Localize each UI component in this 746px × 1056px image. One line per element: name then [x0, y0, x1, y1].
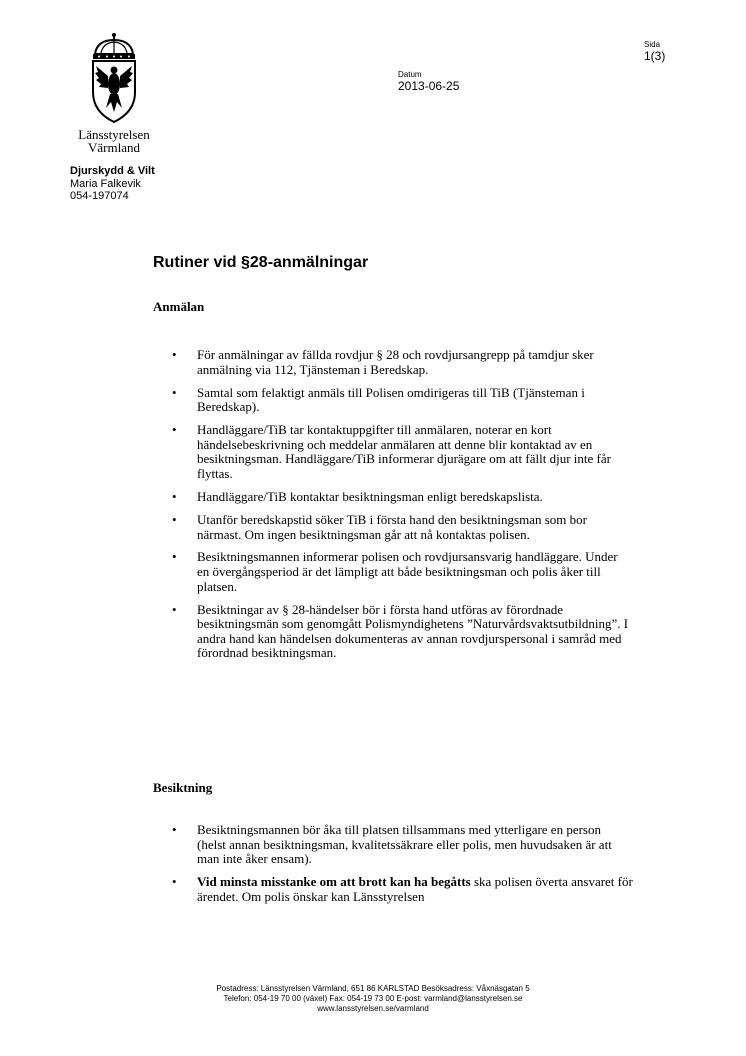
list-item [153, 875, 633, 904]
list-item: • Handläggare/TiB tar kontaktuppgifter till anmälaren, noterar en kort händelsebeskrivning och meddelar anmälaren att denne blir kontaktad av en besiktningsman. Handläggare/TiB informerar djurägare om att fällt djur inte får flyttas. [153, 423, 633, 481]
sender-department: Djurskydd & Vilt [70, 165, 155, 177]
list-item: • Handläggare/TiB kontaktar besiktningsman enligt beredskapslista. [153, 490, 633, 505]
page-label: Sida [644, 40, 661, 49]
list-item: • Besiktningsmannen bör åka till platsen tillsammans med ytterligare en person (helst annan besiktningsman, kvalitetssäkrare eller polis, men huvudsaken är att man inte åker ensam). [153, 823, 633, 867]
date-value: 2013-06-25 [398, 79, 460, 93]
coat-of-arms-icon [87, 32, 141, 124]
organization-logo [66, 32, 162, 154]
date-label: Datum [398, 70, 422, 79]
list-item: • För anmälningar av fällda rovdjur § 28 och rovdjursangrepp på tamdjur sker anmälning via 112, Tjänsteman i Beredskap. [153, 348, 633, 377]
sender-block [70, 165, 155, 203]
list-item: • Samtal som felaktigt anmäls till Polisen omdirigeras till TiB (Tjänsteman i Beredskap). [153, 386, 633, 415]
page-number: 1(3) [644, 49, 666, 63]
sender-name: Maria Falkevik [70, 177, 141, 190]
section-heading-anmalan: Anmälan [153, 299, 205, 314]
section-heading-besiktning: Besiktning [153, 780, 213, 795]
footer-contact: Telefon: 054-19 70 00 (växel) Fax: 054-19 73 00 E-post: varmland@lansstyrelsen.se [223, 994, 523, 1003]
footer-website: www.lansstyrelsen.se/varmland [317, 1004, 429, 1013]
organization-name-line1: Länsstyrelsen [78, 127, 150, 142]
besiktning-list [153, 823, 633, 913]
list-item-text: ska polisen överta ansvaret för ärendet. Om polis önskar kan Länsstyrelsen [197, 874, 633, 904]
footer-address: Postadress: Länsstyrelsen Värmland, 651 86 KARLSTAD Besöksadress: Våxnäsgatan 5 [216, 984, 530, 993]
list-item-bold-text: Vid minsta misstanke om att brott kan ha begåtts [197, 874, 471, 890]
list-item: • Besiktningsmannen informerar polisen och rovdjursansvarig handläggare. Under en övergångsperiod är det lämpligt att både besiktningsman och polis åker till platsen. [153, 550, 633, 594]
list-item: • Besiktningar av § 28-händelser bör i första hand utföras av förordnade besiktningsmän som genomgått Polismyndighetens ”Naturvårdsvaktsutbildning”. I andra hand kan händelsen dokumenteras av annan rovdjurspersonal i samråd med förordnad besiktningsman. [153, 603, 633, 661]
organization-name-line2: Värmland [88, 140, 140, 155]
sender-phone: 054-197074 [70, 190, 129, 202]
list-item: • Utanför beredskapstid söker TiB i första hand den besiktningsman som bor närmast. Om ingen besiktningsman går att nå kontaktas polisen. [153, 513, 633, 542]
page-footer [0, 984, 746, 1014]
document-title: Rutiner vid §28-anmälningar [153, 254, 369, 271]
anmalan-list [153, 348, 633, 669]
